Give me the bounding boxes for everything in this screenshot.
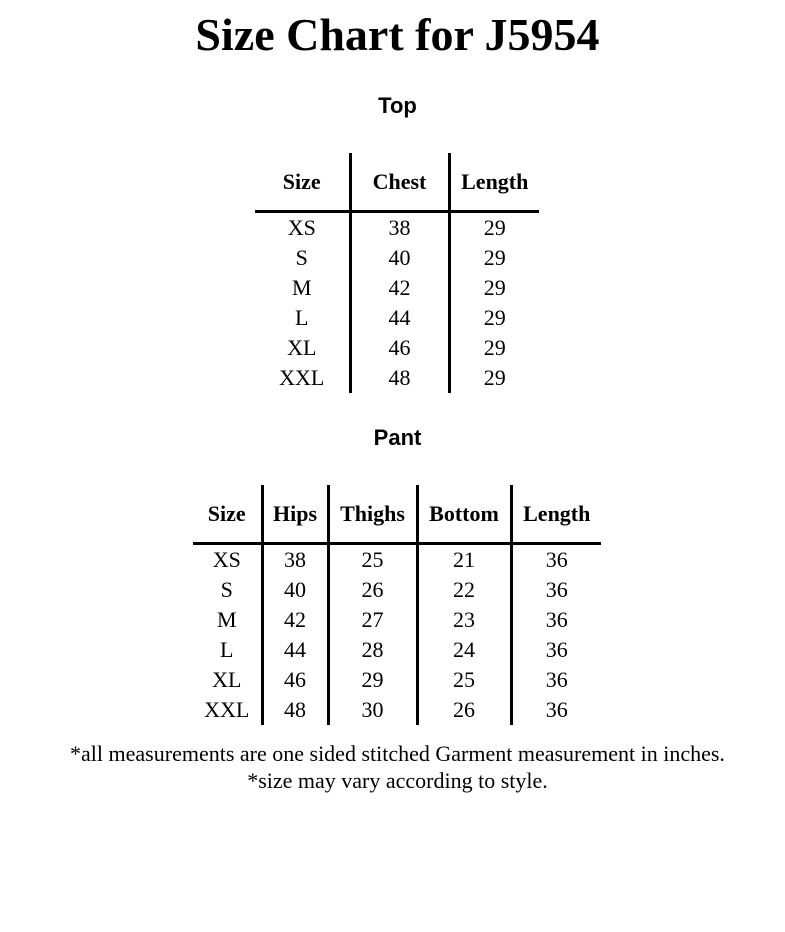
- column-header-length: Length: [449, 153, 539, 212]
- table-row: [193, 635, 601, 665]
- thighs-cell: 30: [328, 695, 417, 725]
- hips-cell: 46: [262, 665, 328, 695]
- thighs-cell: 25: [328, 544, 417, 576]
- size-cell: L: [295, 305, 309, 330]
- length-cell: 29: [449, 212, 539, 244]
- measurement-notes: [0, 740, 785, 794]
- hips-cell: 38: [262, 544, 328, 576]
- length-cell: 29: [449, 273, 539, 303]
- thighs-cell: 28: [328, 635, 417, 665]
- table-row: [193, 695, 601, 725]
- chest-cell: 40: [350, 243, 449, 273]
- chest-cell: 48: [350, 363, 449, 393]
- bottom-cell: 26: [417, 695, 511, 725]
- bottom-cell: 22: [417, 575, 511, 605]
- length-cell: 36: [511, 635, 601, 665]
- size-cell: S: [295, 245, 308, 270]
- size-cell: XXL: [204, 697, 250, 722]
- pant-size-table: [193, 485, 601, 725]
- length-cell: 36: [511, 544, 601, 576]
- hips-cell: 48: [262, 695, 328, 725]
- hips-cell: 42: [262, 605, 328, 635]
- size-cell: XS: [287, 215, 316, 240]
- note-line: *size may vary according to style.: [247, 768, 548, 793]
- size-cell: S: [220, 577, 233, 602]
- table-row: [255, 243, 539, 273]
- column-header-thighs: Thighs: [328, 485, 417, 544]
- column-header-chest: Chest: [350, 153, 449, 212]
- size-cell: XL: [287, 335, 317, 360]
- table-row: [193, 605, 601, 635]
- length-cell: 29: [449, 243, 539, 273]
- bottom-cell: 25: [417, 665, 511, 695]
- page-title: Size Chart for J5954: [195, 9, 600, 60]
- size-cell: M: [216, 607, 237, 632]
- bottom-cell: 24: [417, 635, 511, 665]
- hips-cell: 44: [262, 635, 328, 665]
- length-cell: 36: [511, 665, 601, 695]
- table-row: [255, 333, 539, 363]
- hips-cell: 40: [262, 575, 328, 605]
- column-header-length: Length: [511, 485, 601, 544]
- column-header-size: Size: [255, 153, 350, 212]
- table-row: [193, 665, 601, 695]
- table-row: [255, 363, 539, 393]
- thighs-cell: 29: [328, 665, 417, 695]
- column-header-hips: Hips: [262, 485, 328, 544]
- table-row: [255, 273, 539, 303]
- table-row: [193, 544, 601, 576]
- column-header-size: Size: [193, 485, 262, 544]
- column-header-bottom: Bottom: [417, 485, 511, 544]
- length-cell: 29: [449, 333, 539, 363]
- chest-cell: 42: [350, 273, 449, 303]
- size-cell: XS: [212, 547, 241, 572]
- table-header-row: [193, 485, 601, 544]
- table-row: [255, 212, 539, 244]
- length-cell: 29: [449, 303, 539, 333]
- thighs-cell: 27: [328, 605, 417, 635]
- size-cell: M: [291, 275, 312, 300]
- bottom-cell: 23: [417, 605, 511, 635]
- length-cell: 36: [511, 575, 601, 605]
- length-cell: 36: [511, 695, 601, 725]
- table-row: [255, 303, 539, 333]
- chest-cell: 44: [350, 303, 449, 333]
- bottom-cell: 21: [417, 544, 511, 576]
- size-cell: L: [220, 637, 234, 662]
- top-section-heading: Top: [378, 93, 417, 118]
- length-cell: 36: [511, 605, 601, 635]
- size-cell: XL: [212, 667, 242, 692]
- top-size-table: [255, 153, 539, 393]
- note-line: *all measurements are one sided stitched Garment measurement in inches.: [70, 741, 725, 766]
- thighs-cell: 26: [328, 575, 417, 605]
- size-cell: XXL: [279, 365, 325, 390]
- length-cell: 29: [449, 363, 539, 393]
- pant-section-heading: Pant: [373, 425, 422, 450]
- table-row: [193, 575, 601, 605]
- chest-cell: 46: [350, 333, 449, 363]
- table-header-row: [255, 153, 539, 212]
- chest-cell: 38: [350, 212, 449, 244]
